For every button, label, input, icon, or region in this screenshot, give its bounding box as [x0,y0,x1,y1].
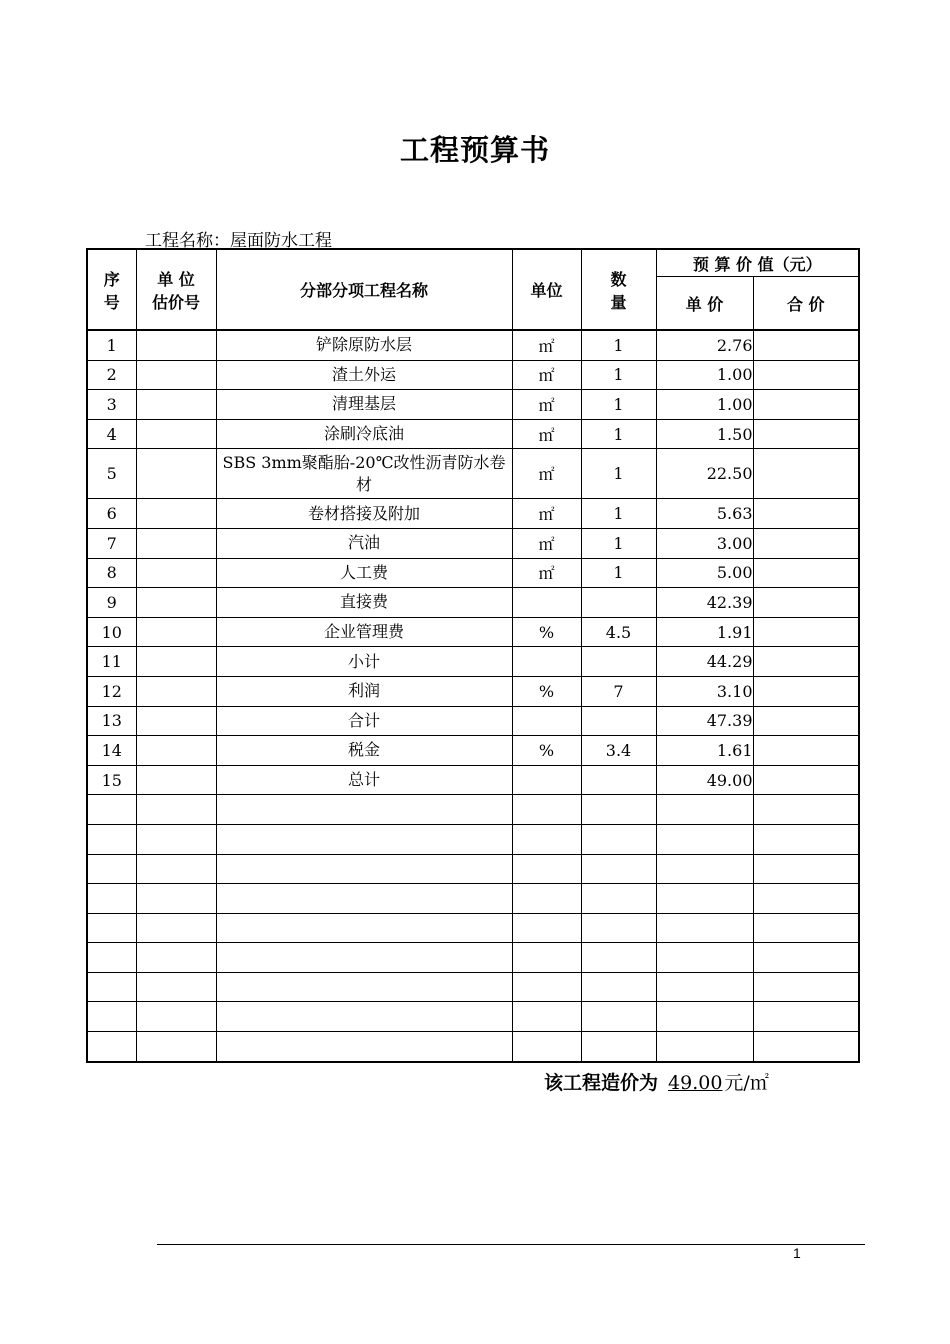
summary-unit: 元/㎡ [724,1072,769,1094]
cost-summary [544,1068,769,1095]
table-row [87,588,859,618]
cell-unit-price-no [136,558,216,588]
project-label: 工程名称： [145,231,230,251]
cell-unit-price: 1.00 [656,360,753,390]
cell-seq: 1 [87,330,136,360]
cell-seq [87,854,136,884]
cell-total [753,419,859,449]
cell-total [753,617,859,647]
table-row [87,1032,859,1062]
cell-seq [87,913,136,943]
header-budget-value: 预 算 价 值（元） [656,249,859,277]
cell-unit-price-no [136,617,216,647]
cell-unit-price [656,824,753,854]
table-row [87,360,859,390]
table-row [87,330,859,360]
cell-seq: 6 [87,499,136,529]
cell-seq: 10 [87,617,136,647]
document-title: 工程预算书 [399,133,550,167]
cell-unit-price-no [136,1002,216,1032]
cell-seq [87,943,136,973]
cell-seq: 11 [87,647,136,677]
cell-item-name: 汽油 [216,528,512,558]
summary-amount: 49.00 [668,1072,723,1094]
cell-quantity [581,795,656,825]
header-unit: 单位 [512,249,581,330]
cell-unit-price: 1.91 [656,617,753,647]
cell-total [753,647,859,677]
cell-unit-price-no [136,824,216,854]
cell-seq: 4 [87,419,136,449]
table-row [87,824,859,854]
cell-unit-price-no [136,943,216,973]
cell-unit-price: 44.29 [656,647,753,677]
cell-unit-price: 42.39 [656,588,753,618]
cell-unit: ㎡ [512,558,581,588]
cell-quantity [581,706,656,736]
table-row [87,528,859,558]
cell-unit: ㎡ [512,419,581,449]
cell-item-name: 利润 [216,676,512,706]
cell-unit [512,972,581,1002]
page-number: 1 [793,1245,801,1261]
cell-quantity: 1 [581,449,656,499]
cell-item-name [216,824,512,854]
cell-seq [87,1032,136,1062]
cell-seq: 7 [87,528,136,558]
table-row [87,1002,859,1032]
cell-item-name: 清理基层 [216,390,512,420]
cell-quantity: 4.5 [581,617,656,647]
cell-unit-price: 2.76 [656,330,753,360]
budget-rows [87,330,859,1062]
cell-item-name [216,884,512,914]
cell-unit: ㎡ [512,330,581,360]
table-row [87,736,859,766]
cell-unit-price [656,854,753,884]
header-item-name: 分部分项工程名称 [216,249,512,330]
cell-quantity [581,884,656,914]
cell-unit-price: 5.63 [656,499,753,529]
cell-unit-price-no [136,1032,216,1062]
table-row [87,449,859,499]
cell-unit [512,647,581,677]
cell-unit [512,1032,581,1062]
cell-seq [87,884,136,914]
cell-seq [87,824,136,854]
cell-quantity [581,854,656,884]
cell-unit: ㎡ [512,528,581,558]
cell-total [753,765,859,795]
cell-item-name [216,1002,512,1032]
cell-item-name [216,943,512,973]
cell-item-name [216,1032,512,1062]
cell-total [753,1032,859,1062]
cell-item-name [216,972,512,1002]
cell-total [753,736,859,766]
budget-table [86,248,860,1063]
cell-seq: 13 [87,706,136,736]
cell-item-name: 涂刷冷底油 [216,419,512,449]
cell-unit-price: 3.10 [656,676,753,706]
cell-quantity: 1 [581,330,656,360]
cell-total [753,913,859,943]
cell-unit: % [512,676,581,706]
cell-unit [512,824,581,854]
table-row [87,795,859,825]
table-row [87,617,859,647]
cell-seq: 8 [87,558,136,588]
cell-unit [512,706,581,736]
cell-unit: % [512,617,581,647]
cell-unit-price-no [136,854,216,884]
cell-total [753,676,859,706]
table-row [87,706,859,736]
cell-unit: ㎡ [512,499,581,529]
cell-quantity [581,647,656,677]
cell-unit: ㎡ [512,360,581,390]
cell-unit-price-no [136,706,216,736]
cell-unit-price: 22.50 [656,449,753,499]
cell-quantity [581,913,656,943]
cell-total [753,330,859,360]
cell-unit-price-no [136,884,216,914]
cell-seq: 15 [87,765,136,795]
cell-unit [512,795,581,825]
cell-quantity [581,1032,656,1062]
cell-item-name: 铲除原防水层 [216,330,512,360]
table-row [87,913,859,943]
cell-item-name: 合计 [216,706,512,736]
cell-unit-price: 47.39 [656,706,753,736]
cell-unit-price-no [136,647,216,677]
cell-unit [512,588,581,618]
cell-unit-price-no [136,676,216,706]
cell-item-name: 总计 [216,765,512,795]
cell-quantity [581,765,656,795]
cell-seq [87,795,136,825]
cell-unit-price-no [136,765,216,795]
cell-unit-price [656,943,753,973]
cell-unit-price-no [136,588,216,618]
cell-unit-price: 1.00 [656,390,753,420]
table-row [87,558,859,588]
cell-quantity: 3.4 [581,736,656,766]
cell-item-name: 渣土外运 [216,360,512,390]
cell-quantity: 1 [581,528,656,558]
table-row [87,943,859,973]
cell-unit-price: 3.00 [656,528,753,558]
cell-total [753,1002,859,1032]
cell-total [753,390,859,420]
cell-unit [512,943,581,973]
cell-seq [87,972,136,1002]
cell-quantity: 1 [581,558,656,588]
cell-seq: 12 [87,676,136,706]
cell-unit-price: 5.00 [656,558,753,588]
cell-unit-price-no [136,736,216,766]
cell-item-name [216,795,512,825]
cell-unit-price: 1.50 [656,419,753,449]
cell-unit-price-no [136,972,216,1002]
cell-quantity: 1 [581,419,656,449]
cell-quantity: 1 [581,390,656,420]
cell-item-name: 小计 [216,647,512,677]
cell-quantity: 1 [581,360,656,390]
cell-unit [512,884,581,914]
cell-quantity [581,943,656,973]
cell-unit [512,854,581,884]
cell-item-name [216,854,512,884]
table-row [87,676,859,706]
cell-unit-price-no [136,449,216,499]
cell-quantity [581,1002,656,1032]
cell-unit-price-no [136,360,216,390]
header-seq: 序 号 [87,249,136,330]
cell-item-name: SBS 3mm聚酯胎-20℃改性沥青防水卷材 [216,449,512,499]
cell-unit-price-no [136,499,216,529]
table-row [87,647,859,677]
table-row [87,390,859,420]
summary-label: 该工程造价为 [544,1072,659,1094]
cell-unit: % [512,736,581,766]
header-unit-price: 单 价 [656,277,753,331]
cell-total [753,449,859,499]
cell-unit [512,1002,581,1032]
table-row [87,419,859,449]
cell-quantity: 1 [581,499,656,529]
header-quantity: 数 量 [581,249,656,330]
cell-unit-price-no [136,419,216,449]
cell-quantity [581,588,656,618]
cell-total [753,706,859,736]
cell-item-name: 卷材搭接及附加 [216,499,512,529]
cell-unit-price-no [136,330,216,360]
cell-unit: ㎡ [512,449,581,499]
project-name: 屋面防水工程 [230,231,332,251]
cell-item-name: 企业管理费 [216,617,512,647]
cell-seq: 3 [87,390,136,420]
cell-unit-price-no [136,913,216,943]
cell-total [753,528,859,558]
cell-total [753,499,859,529]
table-row [87,884,859,914]
cell-total [753,588,859,618]
cell-total [753,360,859,390]
footer-divider [157,1244,865,1245]
cell-seq: 14 [87,736,136,766]
cell-unit-price-no [136,528,216,558]
table-row [87,765,859,795]
cell-total [753,884,859,914]
cell-unit-price-no [136,795,216,825]
cell-total [753,854,859,884]
cell-unit-price-no [136,390,216,420]
cell-total [753,795,859,825]
cell-unit-price [656,972,753,1002]
table-row [87,854,859,884]
table-row [87,499,859,529]
cell-seq: 9 [87,588,136,618]
cell-seq: 2 [87,360,136,390]
cell-unit-price [656,1032,753,1062]
cell-unit: ㎡ [512,390,581,420]
cell-seq [87,1002,136,1032]
cell-item-name: 税金 [216,736,512,766]
cell-unit-price: 49.00 [656,765,753,795]
cell-item-name [216,913,512,943]
cell-total [753,824,859,854]
cell-total [753,558,859,588]
cell-unit-price [656,884,753,914]
cell-total [753,943,859,973]
table-row [87,972,859,1002]
cell-quantity [581,824,656,854]
cell-unit-price [656,1002,753,1032]
cell-item-name: 直接费 [216,588,512,618]
cell-total [753,972,859,1002]
cell-item-name: 人工费 [216,558,512,588]
cell-unit-price [656,795,753,825]
cell-unit [512,913,581,943]
cell-quantity [581,972,656,1002]
cell-quantity: 7 [581,676,656,706]
cell-unit-price [656,913,753,943]
header-unit-price-no: 单 位 估价号 [136,249,216,330]
cell-unit [512,765,581,795]
cell-seq: 5 [87,449,136,499]
header-total: 合 价 [753,277,859,331]
cell-unit-price: 1.61 [656,736,753,766]
